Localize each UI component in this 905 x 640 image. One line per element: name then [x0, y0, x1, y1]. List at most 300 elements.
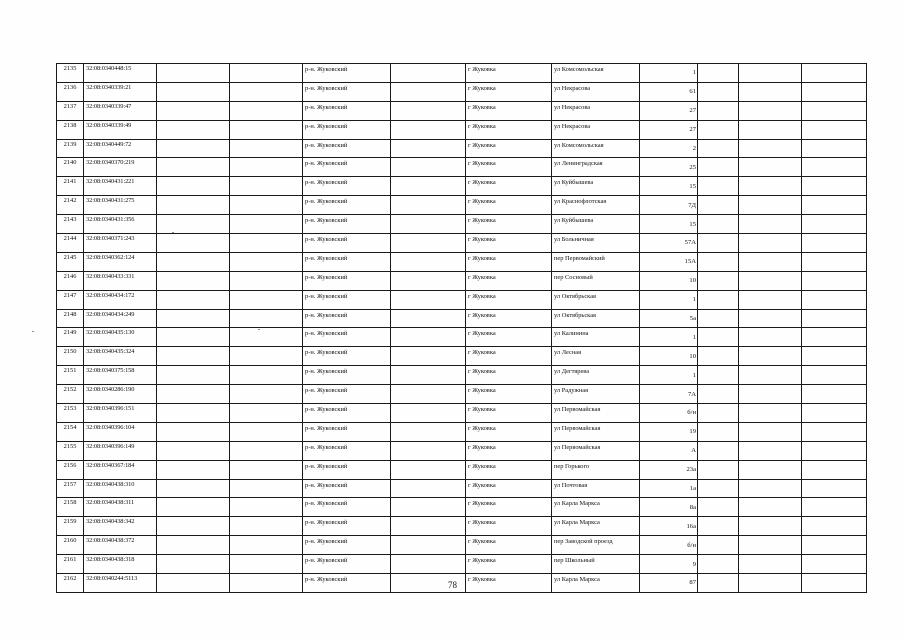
empty-cell — [739, 404, 802, 423]
table-row — [57, 139, 867, 158]
empty-cell — [739, 385, 802, 404]
house-number-cell: 5а — [640, 309, 698, 328]
table-row — [57, 215, 867, 234]
empty-cell — [230, 309, 303, 328]
town-cell: г Жуковка — [466, 82, 552, 101]
empty-cell — [391, 517, 466, 536]
house-number-cell: 1 — [640, 290, 698, 309]
empty-cell — [230, 120, 303, 139]
house-number-cell: 23а — [640, 460, 698, 479]
empty-cell — [230, 271, 303, 290]
house-number-cell: 1а — [640, 479, 698, 498]
house-number-cell: 10 — [640, 347, 698, 366]
empty-cell — [157, 215, 230, 234]
town-cell: г Жуковка — [466, 574, 552, 593]
house-number-cell: б/н — [640, 404, 698, 423]
empty-cell — [802, 158, 867, 177]
district-cell: р-н. Жуковский — [303, 366, 391, 385]
house-number-cell: 15 — [640, 177, 698, 196]
empty-cell — [802, 139, 867, 158]
district-cell: р-н. Жуковский — [303, 139, 391, 158]
row-number-cell: 2135 — [57, 64, 84, 83]
cadastral-number-cell: 32:08:0340375:158 — [84, 366, 157, 385]
house-number-cell: 16а — [640, 517, 698, 536]
empty-cell — [391, 271, 466, 290]
empty-cell — [157, 290, 230, 309]
cadastral-number-cell: 32:08:0340362:124 — [84, 252, 157, 271]
table-row — [57, 158, 867, 177]
empty-cell — [391, 347, 466, 366]
street-cell: ул Карла Маркса — [552, 498, 640, 517]
empty-cell — [230, 101, 303, 120]
empty-cell — [391, 555, 466, 574]
cadastral-number-cell: 32:08:0340431:221 — [84, 177, 157, 196]
street-cell: пер Первомайский — [552, 252, 640, 271]
empty-cell — [157, 422, 230, 441]
empty-cell — [698, 309, 739, 328]
empty-cell — [391, 404, 466, 423]
cadastral-number-cell: 32:08:0340438:342 — [84, 517, 157, 536]
town-cell: г Жуковка — [466, 234, 552, 253]
empty-cell — [230, 215, 303, 234]
empty-cell — [230, 536, 303, 555]
district-cell: р-н. Жуковский — [303, 309, 391, 328]
empty-cell — [739, 158, 802, 177]
table-row — [57, 290, 867, 309]
town-cell: г Жуковка — [466, 309, 552, 328]
empty-cell — [698, 404, 739, 423]
table-row — [57, 460, 867, 479]
empty-cell — [698, 271, 739, 290]
row-number-cell: 2145 — [57, 252, 84, 271]
empty-cell — [157, 101, 230, 120]
row-number-cell: 2160 — [57, 536, 84, 555]
empty-cell — [230, 82, 303, 101]
empty-cell — [391, 101, 466, 120]
house-number-cell: 1 — [640, 64, 698, 83]
cadastral-number-cell: 32:08:0340339:21 — [84, 82, 157, 101]
cadastral-number-cell: 32:08:0340367:184 — [84, 460, 157, 479]
empty-cell — [698, 347, 739, 366]
empty-cell — [802, 328, 867, 347]
empty-cell — [391, 158, 466, 177]
empty-cell — [802, 177, 867, 196]
town-cell: г Жуковка — [466, 101, 552, 120]
street-cell: ул Дегтярева — [552, 366, 640, 385]
table-row — [57, 536, 867, 555]
row-number-cell: 2142 — [57, 196, 84, 215]
street-cell: ул Краснофлотская — [552, 196, 640, 215]
cadastral-number-cell: 32:08:0340396:151 — [84, 404, 157, 423]
table-row — [57, 404, 867, 423]
empty-cell — [739, 252, 802, 271]
empty-cell — [739, 517, 802, 536]
empty-cell — [802, 64, 867, 83]
empty-cell — [698, 101, 739, 120]
empty-cell — [391, 64, 466, 83]
empty-cell — [157, 555, 230, 574]
table-row — [57, 498, 867, 517]
scan-speck — [32, 331, 34, 332]
town-cell: г Жуковка — [466, 404, 552, 423]
row-number-cell: 2159 — [57, 517, 84, 536]
empty-cell — [230, 366, 303, 385]
empty-cell — [391, 290, 466, 309]
town-cell: г Жуковка — [466, 385, 552, 404]
empty-cell — [739, 120, 802, 139]
empty-cell — [230, 555, 303, 574]
empty-cell — [802, 215, 867, 234]
street-cell: пер Горького — [552, 460, 640, 479]
street-cell: ул Ленинградская — [552, 158, 640, 177]
empty-cell — [739, 215, 802, 234]
house-number-cell: 1 — [640, 366, 698, 385]
empty-cell — [157, 536, 230, 555]
empty-cell — [739, 422, 802, 441]
town-cell: г Жуковка — [466, 479, 552, 498]
empty-cell — [739, 366, 802, 385]
row-number-cell: 2157 — [57, 479, 84, 498]
empty-cell — [157, 234, 230, 253]
empty-cell — [391, 385, 466, 404]
empty-cell — [230, 517, 303, 536]
house-number-cell: А — [640, 441, 698, 460]
empty-cell — [802, 366, 867, 385]
cadastral-number-cell: 32:08:0340434:172 — [84, 290, 157, 309]
empty-cell — [391, 441, 466, 460]
street-cell: ул Некрасова — [552, 120, 640, 139]
town-cell: г Жуковка — [466, 196, 552, 215]
empty-cell — [157, 498, 230, 517]
district-cell: р-н. Жуковский — [303, 101, 391, 120]
empty-cell — [739, 64, 802, 83]
street-cell: пер Сосновый — [552, 271, 640, 290]
empty-cell — [802, 479, 867, 498]
cadastral-number-cell: 32:08:0340434:249 — [84, 309, 157, 328]
empty-cell — [739, 309, 802, 328]
empty-cell — [698, 328, 739, 347]
district-cell: р-н. Жуковский — [303, 460, 391, 479]
row-number-cell: 2140 — [57, 158, 84, 177]
street-cell: ул Карла Маркса — [552, 574, 640, 593]
empty-cell — [739, 271, 802, 290]
empty-cell — [157, 479, 230, 498]
district-cell: р-н. Жуковский — [303, 252, 391, 271]
empty-cell — [230, 460, 303, 479]
row-number-cell: 2144 — [57, 234, 84, 253]
house-number-cell: 27 — [640, 101, 698, 120]
empty-cell — [157, 82, 230, 101]
empty-cell — [739, 460, 802, 479]
street-cell: ул Калинина — [552, 328, 640, 347]
town-cell: г Жуковка — [466, 328, 552, 347]
table-row — [57, 271, 867, 290]
empty-cell — [230, 290, 303, 309]
cadastral-number-cell: 32:08:0340433:331 — [84, 271, 157, 290]
house-number-cell: 8а — [640, 498, 698, 517]
house-number-cell: 10 — [640, 271, 698, 290]
empty-cell — [802, 385, 867, 404]
cadastral-number-cell: 32:08:0340244:5113 — [84, 574, 157, 593]
district-cell: р-н. Жуковский — [303, 517, 391, 536]
empty-cell — [230, 139, 303, 158]
empty-cell — [802, 422, 867, 441]
empty-cell — [739, 479, 802, 498]
street-cell: ул Октябрьская — [552, 290, 640, 309]
empty-cell — [698, 385, 739, 404]
empty-cell — [391, 309, 466, 328]
empty-cell — [391, 479, 466, 498]
town-cell: г Жуковка — [466, 252, 552, 271]
house-number-cell: 2 — [640, 139, 698, 158]
district-cell: р-н. Жуковский — [303, 347, 391, 366]
street-cell: ул Больничная — [552, 234, 640, 253]
table-row — [57, 252, 867, 271]
empty-cell — [391, 139, 466, 158]
row-number-cell: 2147 — [57, 290, 84, 309]
empty-cell — [230, 441, 303, 460]
house-number-cell: 9 — [640, 555, 698, 574]
empty-cell — [739, 177, 802, 196]
empty-cell — [391, 252, 466, 271]
empty-cell — [230, 498, 303, 517]
empty-cell — [802, 290, 867, 309]
empty-cell — [157, 385, 230, 404]
district-cell: р-н. Жуковский — [303, 422, 391, 441]
cadastral-number-cell: 32:08:0340371:243 — [84, 234, 157, 253]
street-cell: ул Некрасова — [552, 82, 640, 101]
empty-cell — [739, 101, 802, 120]
empty-cell — [391, 328, 466, 347]
district-cell: р-н. Жуковский — [303, 328, 391, 347]
district-cell: р-н. Жуковский — [303, 536, 391, 555]
empty-cell — [230, 196, 303, 215]
town-cell: г Жуковка — [466, 120, 552, 139]
town-cell: г Жуковка — [466, 158, 552, 177]
empty-cell — [698, 441, 739, 460]
empty-cell — [391, 120, 466, 139]
empty-cell — [802, 536, 867, 555]
table-row — [57, 479, 867, 498]
empty-cell — [230, 385, 303, 404]
town-cell: г Жуковка — [466, 177, 552, 196]
row-number-cell: 2155 — [57, 441, 84, 460]
empty-cell — [157, 252, 230, 271]
town-cell: г Жуковка — [466, 139, 552, 158]
table-row — [57, 385, 867, 404]
table-row — [57, 347, 867, 366]
empty-cell — [157, 460, 230, 479]
house-number-cell: 87 — [640, 574, 698, 593]
empty-cell — [230, 479, 303, 498]
table-row — [57, 441, 867, 460]
empty-cell — [802, 460, 867, 479]
district-cell: р-н. Жуковский — [303, 215, 391, 234]
row-number-cell: 2141 — [57, 177, 84, 196]
empty-cell — [698, 158, 739, 177]
row-number-cell: 2148 — [57, 309, 84, 328]
empty-cell — [230, 404, 303, 423]
town-cell: г Жуковка — [466, 555, 552, 574]
street-cell: ул Комсомольская — [552, 64, 640, 83]
empty-cell — [802, 404, 867, 423]
empty-cell — [739, 441, 802, 460]
empty-cell — [698, 366, 739, 385]
town-cell: г Жуковка — [466, 422, 552, 441]
cadastral-number-cell: 32:08:0340431:356 — [84, 215, 157, 234]
row-number-cell: 2146 — [57, 271, 84, 290]
empty-cell — [698, 64, 739, 83]
town-cell: г Жуковка — [466, 498, 552, 517]
cadastral-number-cell: 32:08:0340339:47 — [84, 101, 157, 120]
house-number-cell: 15А — [640, 252, 698, 271]
empty-cell — [698, 234, 739, 253]
street-cell: ул Комсомольская — [552, 139, 640, 158]
empty-cell — [802, 101, 867, 120]
empty-cell — [230, 347, 303, 366]
house-number-cell: 1 — [640, 328, 698, 347]
cadastral-number-cell: 32:08:0340370:219 — [84, 158, 157, 177]
street-cell: ул Первомайская — [552, 404, 640, 423]
empty-cell — [802, 234, 867, 253]
street-cell: ул Куйбышева — [552, 177, 640, 196]
house-number-cell: б/н — [640, 536, 698, 555]
table-row — [57, 120, 867, 139]
row-number-cell: 2151 — [57, 366, 84, 385]
house-number-cell: 57А — [640, 234, 698, 253]
row-number-cell: 2161 — [57, 555, 84, 574]
empty-cell — [157, 120, 230, 139]
empty-cell — [391, 215, 466, 234]
street-cell: ул Куйбышева — [552, 215, 640, 234]
town-cell: г Жуковка — [466, 460, 552, 479]
empty-cell — [802, 347, 867, 366]
empty-cell — [698, 215, 739, 234]
row-number-cell: 2137 — [57, 101, 84, 120]
empty-cell — [698, 120, 739, 139]
empty-cell — [230, 177, 303, 196]
district-cell: р-н. Жуковский — [303, 555, 391, 574]
empty-cell — [698, 196, 739, 215]
row-number-cell: 2156 — [57, 460, 84, 479]
empty-cell — [739, 347, 802, 366]
cadastral-number-cell: 32:08:0340286:190 — [84, 385, 157, 404]
empty-cell — [157, 404, 230, 423]
empty-cell — [698, 422, 739, 441]
table-row — [57, 328, 867, 347]
empty-cell — [230, 158, 303, 177]
empty-cell — [157, 158, 230, 177]
empty-cell — [802, 196, 867, 215]
table-row — [57, 517, 867, 536]
table-row — [57, 555, 867, 574]
house-number-cell: 7Д — [640, 196, 698, 215]
row-number-cell: 2150 — [57, 347, 84, 366]
cadastral-number-cell: 32:08:0340449:72 — [84, 139, 157, 158]
cadastral-number-cell: 32:08:0340438:372 — [84, 536, 157, 555]
house-number-cell: 27 — [640, 120, 698, 139]
table-row — [57, 309, 867, 328]
house-number-cell: 61 — [640, 82, 698, 101]
empty-cell — [698, 555, 739, 574]
district-cell: р-н. Жуковский — [303, 158, 391, 177]
district-cell: р-н. Жуковский — [303, 574, 391, 593]
district-cell: р-н. Жуковский — [303, 385, 391, 404]
empty-cell — [230, 64, 303, 83]
cadastral-number-cell: 32:08:0340448:15 — [84, 64, 157, 83]
street-cell: ул Лесная — [552, 347, 640, 366]
street-cell: ул Октябрьская — [552, 309, 640, 328]
empty-cell — [739, 82, 802, 101]
cadastral-number-cell: 32:08:0340431:275 — [84, 196, 157, 215]
street-cell: ул Радужная — [552, 385, 640, 404]
table-row — [57, 177, 867, 196]
empty-cell — [739, 536, 802, 555]
district-cell: р-н. Жуковский — [303, 498, 391, 517]
empty-cell — [739, 196, 802, 215]
cadastral-number-cell: 32:08:0340438:311 — [84, 498, 157, 517]
empty-cell — [391, 82, 466, 101]
row-number-cell: 2158 — [57, 498, 84, 517]
empty-cell — [802, 252, 867, 271]
street-cell: ул Первомайская — [552, 441, 640, 460]
house-number-cell: 25 — [640, 158, 698, 177]
district-cell: р-н. Жуковский — [303, 441, 391, 460]
town-cell: г Жуковка — [466, 64, 552, 83]
empty-cell — [391, 196, 466, 215]
street-cell: ул Первомайская — [552, 422, 640, 441]
empty-cell — [157, 347, 230, 366]
empty-cell — [698, 498, 739, 517]
empty-cell — [698, 460, 739, 479]
street-cell: ул Карла Маркса — [552, 517, 640, 536]
table-row — [57, 64, 867, 83]
row-number-cell: 2153 — [57, 404, 84, 423]
district-cell: р-н. Жуковский — [303, 234, 391, 253]
empty-cell — [698, 252, 739, 271]
empty-cell — [698, 479, 739, 498]
row-number-cell: 2139 — [57, 139, 84, 158]
town-cell: г Жуковка — [466, 517, 552, 536]
row-number-cell: 2152 — [57, 385, 84, 404]
row-number-cell: 2162 — [57, 574, 84, 593]
cadastral-number-cell: 32:08:0340339:49 — [84, 120, 157, 139]
empty-cell — [739, 290, 802, 309]
empty-cell — [698, 177, 739, 196]
street-cell: пер Заводской проезд — [552, 536, 640, 555]
empty-cell — [391, 366, 466, 385]
town-cell: г Жуковка — [466, 290, 552, 309]
district-cell: р-н. Жуковский — [303, 196, 391, 215]
cadastral-number-cell: 32:08:0340438:310 — [84, 479, 157, 498]
empty-cell — [698, 290, 739, 309]
cadastral-number-cell: 32:08:0340438:318 — [84, 555, 157, 574]
row-number-cell: 2143 — [57, 215, 84, 234]
house-number-cell: 15 — [640, 215, 698, 234]
empty-cell — [739, 139, 802, 158]
house-number-cell: 19 — [640, 422, 698, 441]
table-row — [57, 366, 867, 385]
cadastral-number-cell: 32:08:0340435:324 — [84, 347, 157, 366]
empty-cell — [157, 366, 230, 385]
empty-cell — [802, 517, 867, 536]
table-row — [57, 82, 867, 101]
row-number-cell: 2149 — [57, 328, 84, 347]
empty-cell — [391, 536, 466, 555]
street-cell: ул Почтовая — [552, 479, 640, 498]
empty-cell — [391, 234, 466, 253]
table-row — [57, 234, 867, 253]
